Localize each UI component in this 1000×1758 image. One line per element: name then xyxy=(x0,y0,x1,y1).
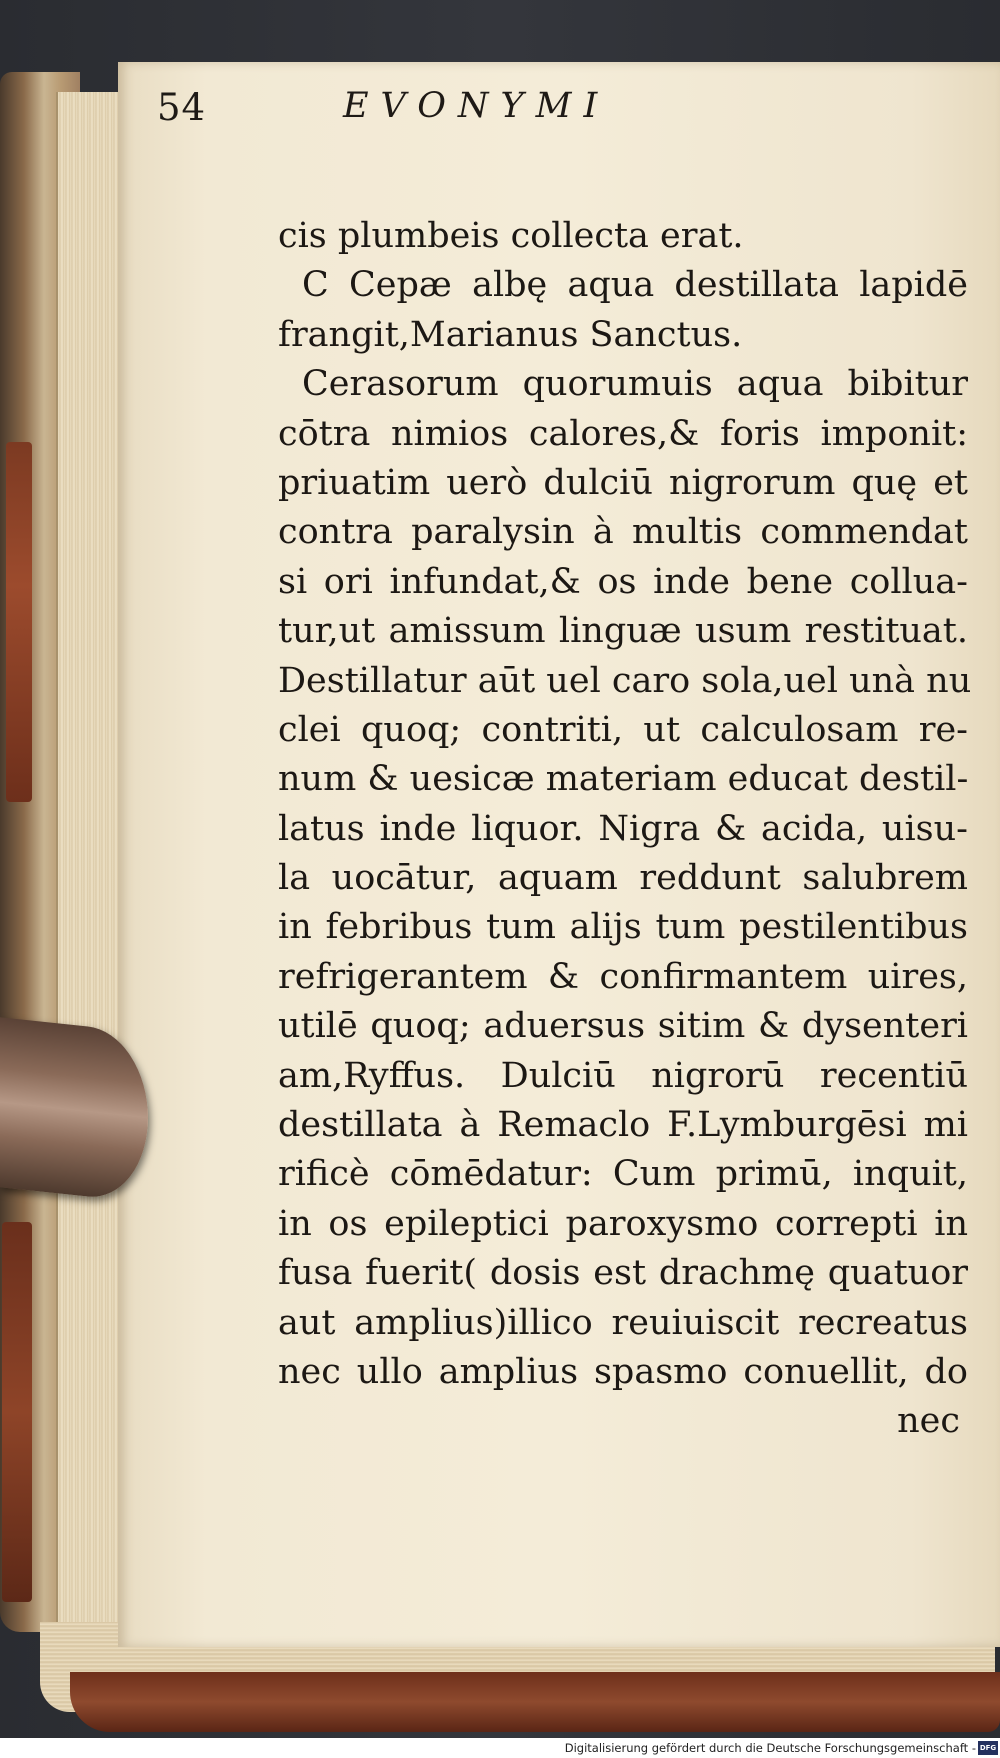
text-line: latus inde liquor. Nigra & acida, uisu- xyxy=(278,808,968,849)
text-line: destillata à Remaclo F.Lymburgēsi mi xyxy=(278,1105,968,1146)
text-line: la uocātur, aquam reddunt salubrem xyxy=(278,858,968,899)
text-line: num & uesicæ materiam educat destil- xyxy=(278,759,969,800)
text-line: in os epileptici paroxysmo correpti in xyxy=(278,1203,968,1244)
footer-bar xyxy=(0,1738,1000,1758)
leather-cover xyxy=(70,1672,1000,1732)
text-line: si ori infundat,& os inde bene collua- xyxy=(278,561,968,602)
dfg-logo: DFG xyxy=(978,1741,998,1755)
page-number: 54 xyxy=(157,86,207,129)
digitization-credit: Digitalisierung gefördert durch die Deutsche Forschungsgemeinschaft - xyxy=(564,1741,976,1755)
text-line: utilē quoq; aduersus sitim & dysenteri xyxy=(278,1006,968,1047)
text-line: clei quoq; contriti, ut calculosam re- xyxy=(278,709,968,750)
page-body-text xyxy=(278,212,972,1447)
text-line: contra paralysin à multis commendat xyxy=(278,512,968,553)
running-head: EVONYMI xyxy=(343,86,610,126)
text-line: nec xyxy=(897,1401,960,1442)
spine-binding-band-lower xyxy=(2,1222,32,1602)
text-line: tur,ut amissum linguæ usum restituat. xyxy=(278,611,968,652)
text-line: C Cepæ albę aqua destillata lapidē xyxy=(302,265,968,306)
text-line: cōtra nimios calores,& foris imponit: xyxy=(278,413,968,454)
text-line: frangit,Marianus Sanctus. xyxy=(278,314,743,355)
text-line: Destillatur aūt uel caro sola,uel unà nu xyxy=(278,660,972,701)
page-header xyxy=(157,86,877,136)
text-line: am,Ryffus. Dulciū nigrorū recentiū xyxy=(278,1055,968,1096)
text-line: refrigerantem & confirmantem uires, xyxy=(278,956,968,997)
text-line: in febribus tum alijs tum pestilentibus xyxy=(278,907,968,948)
text-line: rificè cōmēdatur: Cum primū, inquit, xyxy=(278,1154,968,1195)
text-line: aut amplius)illico reuiuiscit recreatus xyxy=(278,1302,968,1343)
spine-binding-band xyxy=(6,442,32,802)
text-line: fusa fuerit( dosis est drachmę quatuor xyxy=(278,1253,968,1294)
text-line: Cerasorum quorumuis aqua bibitur xyxy=(302,364,968,405)
text-line: priuatim uerò dulciū nigrorum quę et xyxy=(278,462,968,503)
text-line: cis plumbeis collecta erat. xyxy=(278,216,744,256)
text-line: nec ullo amplius spasmo conuellit, do xyxy=(278,1351,968,1392)
